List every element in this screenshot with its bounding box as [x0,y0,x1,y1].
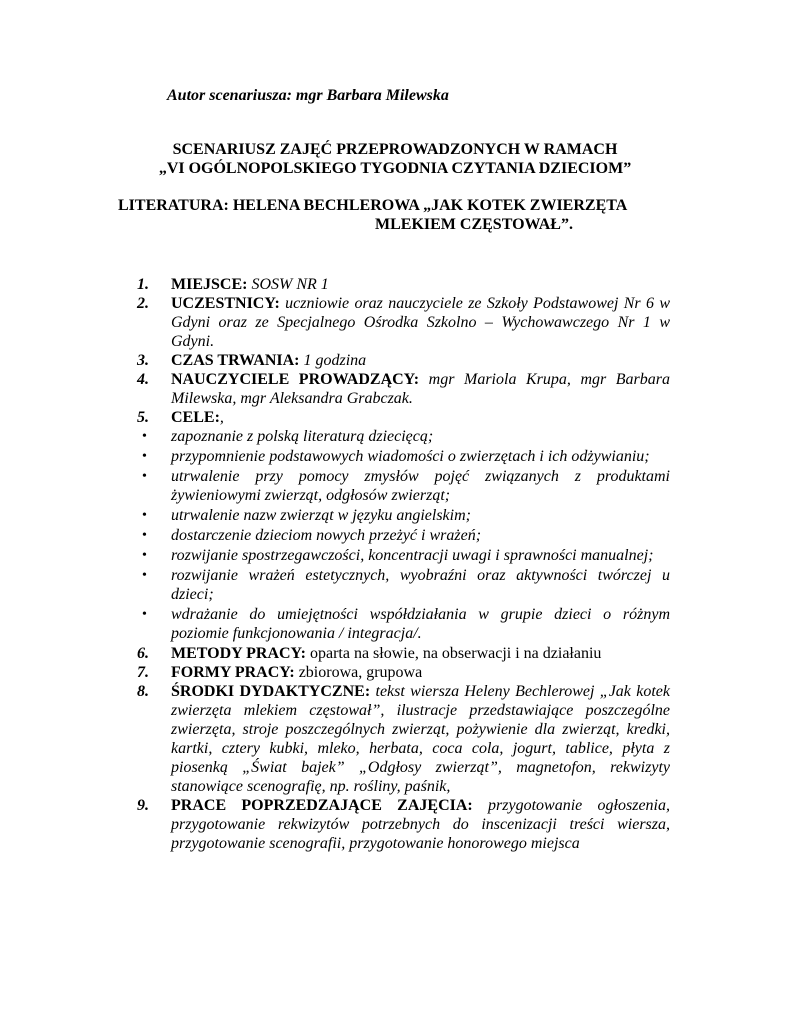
item-label: METODY PRACY: [171,645,306,662]
item-number: 6. [137,645,149,662]
item-text: mgr Mariola Krupa, mgr Barbara Milewska, mgr Aleksandra Grabczak. [171,371,671,407]
list-item [0,408,791,427]
goal-item [0,467,791,505]
bullet-icon: • [142,429,147,444]
bullet-icon: • [142,528,147,543]
bullet-icon: • [142,568,147,583]
bullet-icon: • [142,548,147,563]
item-text: SOSW NR 1 [247,276,329,293]
item-number: 5. [137,409,149,426]
goal-item [0,566,791,604]
literature-line-2: MLEKIEM CZĘSTOWAŁ”. [375,216,573,233]
list-item [0,663,791,682]
list-item [0,370,791,408]
goal-text: rozwijanie wrażeń estetycznych, wyobraźni oraz aktywności twórczej u dzieci; [171,567,670,603]
item-text: zbiorowa, grupowa [294,664,423,681]
item-label: CELE: [171,409,220,426]
bullet-icon: • [142,508,147,523]
list-item [0,796,791,853]
bullet-icon: • [142,607,147,622]
bullet-icon: • [142,449,147,464]
goal-item [0,526,791,545]
goal-text: zapoznanie z polską literaturą dziecięcą; [171,428,434,445]
goal-text: utrwalenie przy pomocy zmysłów pojęć związanych z produktami żywieniowymi zwierząt, odgłosów zwierząt; [171,468,670,504]
item-number: 7. [137,664,149,681]
goal-text: dostarczenie dzieciom nowych przeżyć i wrażeń; [171,527,482,544]
goal-text: wdrażanie do umiejętności współdziałania w grupie dzieci o różnym poziomie funkcjonowania / integracja/. [171,606,670,642]
goal-item [0,605,791,643]
goal-item [0,427,791,446]
item-text: 1 godzina [299,352,367,369]
item-label: CZAS TRWANIA: [171,352,300,369]
goal-text: rozwijanie spostrzegawczości, koncentracji uwagi i sprawności manualnej; [171,547,654,564]
item-label: UCZESTNICY: [171,295,280,312]
item-number: 9. [137,797,149,814]
scenario-title [100,140,690,178]
title-line-2: „VI OGÓLNOPOLSKIEGO TYGODNIA CZYTANIA DZIECIOM” [158,160,632,177]
goal-text: przypomnienie podstawowych wiadomości o zwierzętach i ich odżywianiu; [171,448,650,465]
list-item [0,644,791,663]
goal-item [0,546,791,565]
item-label: FORMY PRACY: [171,664,295,681]
item-text: tekst wiersza Heleny Bechlerowej „Jak kotek zwierzęta mlekiem częstował”, ilustracje przedstawiające poszczególne zwierzęta, stroje poszczególnych zwierząt, pożywienie dla zwierząt, kredki, kartki, cztery kubki, mleko, herbata, coca cola, jogurt, tablice, płyta z piosenką „Świat bajek” „Odgłosy zwierząt”, magnetofon, rekwizyty stanowiące scenografię, np. rośliny, paśnik, [171,683,671,795]
bullet-icon: • [142,469,147,484]
goal-item [0,506,791,525]
item-number: 8. [137,683,149,700]
item-label: PRACE POPRZEDZAJĄCE ZAJĘCIA: [171,797,473,814]
list-item [0,351,791,370]
list-item [0,294,791,351]
goal-item [0,447,791,466]
goal-text: utrwalenie nazw zwierząt w języku angielskim; [171,507,471,524]
item-number: 4. [137,371,149,388]
item-label: ŚRODKI DYDAKTYCZNE: [171,683,371,700]
literature-line-1: LITERATURA: HELENA BECHLEROWA „JAK KOTEK ZWIERZĘTA [118,197,628,214]
item-text: , [219,409,224,426]
item-text: przygotowanie ogłoszenia, przygotowanie rekwizytów potrzebnych do inscenizacji treści wiersza, przygotowanie scenografii, przygotowanie honorowego miejsca [171,797,670,852]
list-item [0,682,791,796]
item-number: 3. [137,352,149,369]
item-label: NAUCZYCIELE PROWADZĄCY: [171,371,420,388]
item-label: MIEJSCE: [171,276,248,293]
scenario-list [0,275,791,853]
author-line: Autor scenariusza: mgr Barbara Milewska [167,87,449,104]
literature-heading [118,196,678,234]
item-text: oparta na słowie, na obserwacji i na działaniu [305,645,602,662]
item-number: 2. [137,295,149,312]
list-item [0,275,791,294]
item-text: uczniowie oraz nauczyciele ze Szkoły Podstawowej Nr 6 w Gdyni oraz ze Specjalnego Ośrodka Szkolno – Wychowawczego Nr 1 w Gdyni. [171,295,670,350]
item-number: 1. [137,276,149,293]
title-line-1: SCENARIUSZ ZAJĘĆ PRZEPROWADZONYCH W RAMACH [172,141,618,158]
